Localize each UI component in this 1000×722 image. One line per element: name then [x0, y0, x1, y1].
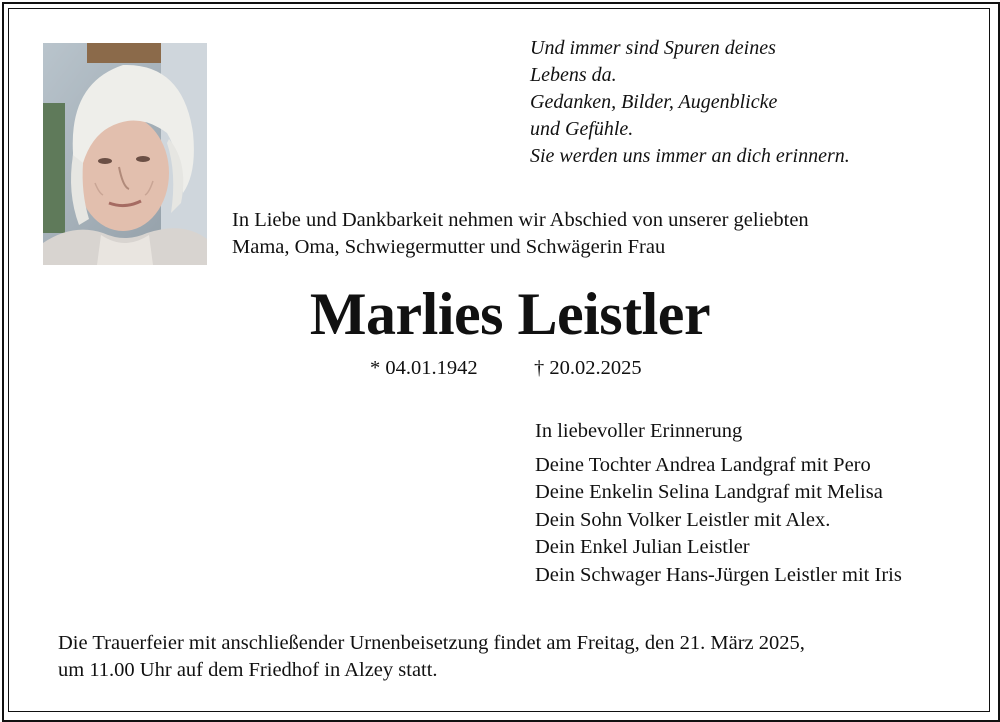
poem-line: Sie werden uns immer an dich erinnern. — [530, 145, 850, 167]
family-member: Deine Tochter Andrea Landgraf mit Pero — [535, 453, 871, 476]
funeral-notice — [58, 630, 958, 684]
birth-date: * 04.01.1942 — [370, 357, 478, 379]
funeral-line: Die Trauerfeier mit anschließender Urnenbeisetzung findet am Freitag, den 21. März 2025, — [58, 632, 805, 654]
intro-line: Mama, Oma, Schwiegermutter und Schwägerin Frau — [232, 236, 666, 258]
poem-line: und Gefühle. — [530, 118, 634, 140]
intro-text — [232, 207, 972, 261]
family-heading: In liebevoller Erinnerung — [535, 420, 743, 442]
poem-line: Und immer sind Spuren deines — [530, 37, 776, 59]
family-member: Dein Enkel Julian Leistler — [535, 536, 750, 558]
family-member: Deine Enkelin Selina Landgraf mit Melisa — [535, 481, 883, 503]
intro-line: In Liebe und Dankbarkeit nehmen wir Abschied von unserer geliebten — [232, 209, 809, 231]
death-date: † 20.02.2025 — [534, 357, 642, 379]
family-member: Dein Schwager Hans-Jürgen Leistler mit Iris — [535, 563, 902, 586]
poem-line: Gedanken, Bilder, Augenblicke — [530, 91, 778, 113]
portrait-photo — [43, 43, 207, 265]
family-list — [535, 418, 975, 589]
poem — [530, 35, 970, 170]
poem-line: Lebens da. — [530, 64, 617, 86]
funeral-line: um 11.00 Uhr auf dem Friedhof in Alzey statt. — [58, 659, 438, 681]
deceased-name: Marlies Leistler — [309, 281, 711, 347]
family-member: Dein Sohn Volker Leistler mit Alex. — [535, 508, 831, 531]
